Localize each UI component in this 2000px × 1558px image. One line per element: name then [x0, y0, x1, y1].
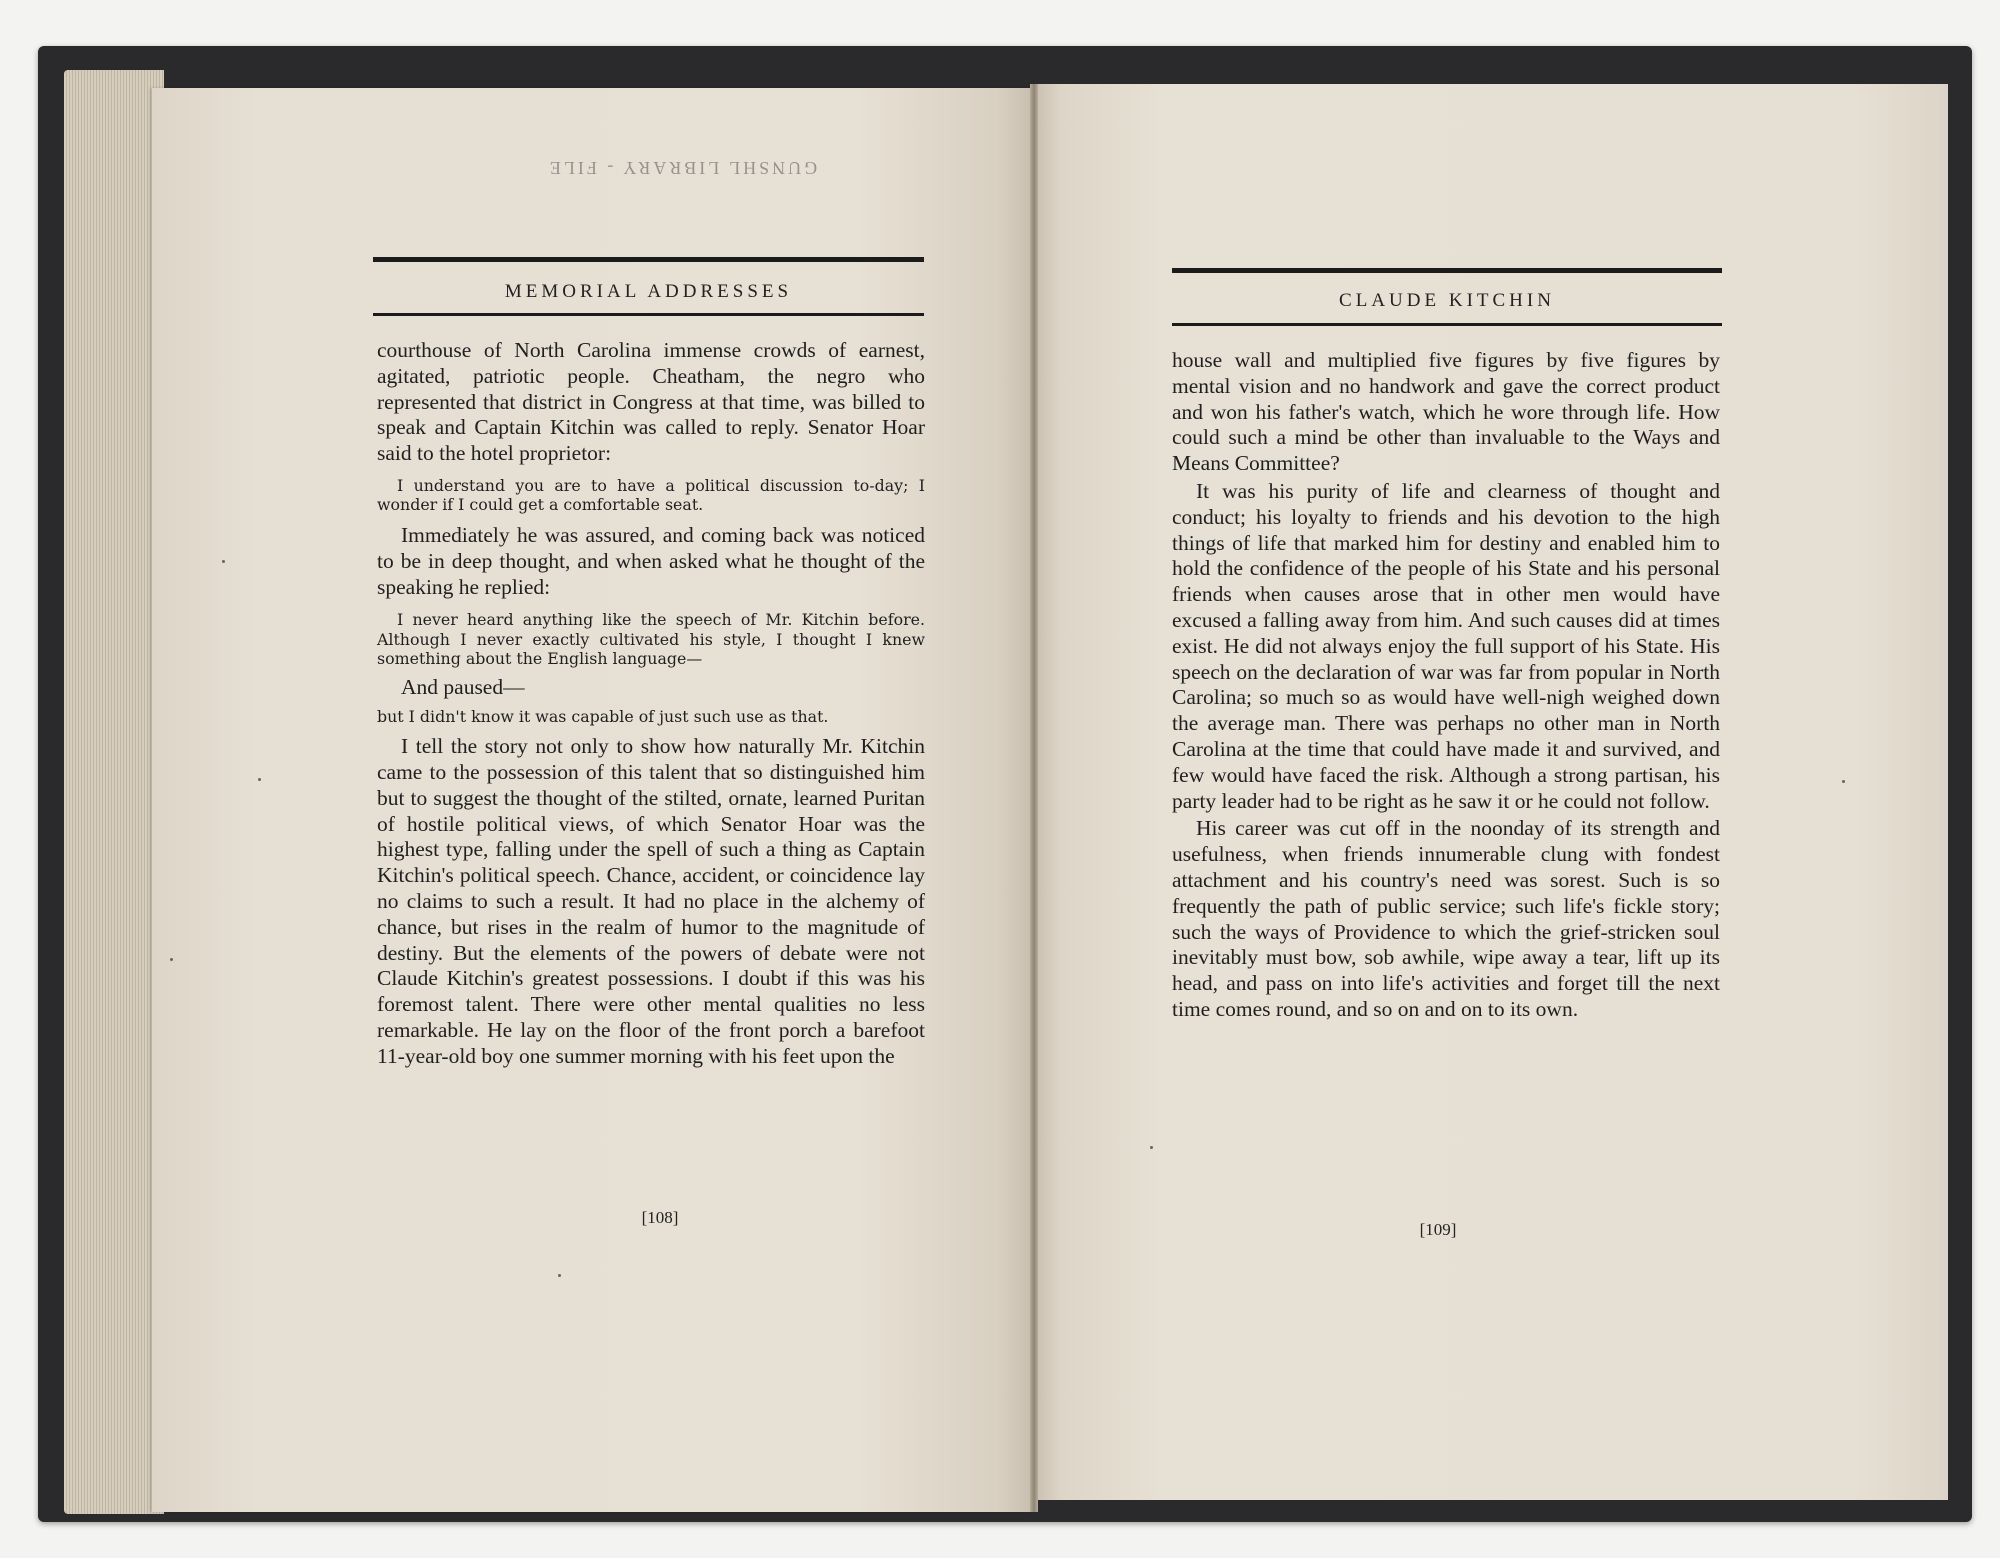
left-folio: [108]: [641, 1208, 679, 1227]
left-quote-1: I understand you are to have a political discussion to-day; I wonder if I could get a comfortable seat.: [377, 475, 925, 515]
left-paragraph-1: courthouse of North Carolina immense crowds of earnest, agitated, patriotic people. Cheatham, the negro who represented that district in Congress at that time, was billed to speak and Captain Kitchin was called to reply. Senator Hoar said to the hotel proprietor:: [377, 338, 925, 466]
left-paragraph-2: Immediately he was assured, and coming back was noticed to be in deep thought, and when asked what he thought of the speaking he replied:: [377, 522, 925, 599]
right-running-head: CLAUDE KITCHIN: [1339, 290, 1555, 311]
left-running-head: MEMORIAL ADDRESSES: [504, 281, 793, 302]
book-gutter: [1030, 84, 1038, 1512]
left-head-rule-top: [373, 257, 924, 262]
paper-speck: [1842, 780, 1845, 783]
right-folio: [109]: [1419, 1220, 1457, 1239]
left-paragraph-4: [377, 734, 925, 1069]
paper-speck: [1150, 1146, 1153, 1149]
paper-speck: [222, 560, 225, 563]
paper-speck: [558, 1274, 561, 1277]
left-paragraph-3: And paused—: [401, 674, 525, 699]
page-edges: [64, 70, 164, 1514]
right-paragraph-2: It was his purity of life and clearness of thought and conduct; his loyalty to friends and his devotion to the high things of life that marked him for destiny and enabled him to hold the confidence of the people of his State and his personal friends when causes arose that in other men would have excused a falling away from him. And such causes did at times exist. He did not always enjoy the full support of his State. His speech on the declaration of war was far from popular in North Carolina; so much so as would have well-nigh weighed down the average man. There was perhaps no other man in North Carolina at the time that could have made it and survived, and few would have faced the risk. Although a strong partisan, his party leader had to be right as he saw it or he could not follow.: [1172, 478, 1720, 813]
right-head-rule-top: [1172, 268, 1722, 273]
right-paragraph-1: house wall and multiplied five figures by five figures by mental vision and no handwork and gave the correct product and won his father's watch, which he wore through life. How could such a mind be other than invaluable to the Ways and Means Committee?: [1172, 348, 1720, 476]
left-quote-3: but I didn't know it was capable of just such use as that.: [377, 706, 829, 726]
right-paragraph-3: His career was cut off in the noonday of its strength and usefulness, when friends innumerable clung with fondest attachment and his country's need was sorest. Such is so frequently the path of public service; such life's fickle story; such the ways of Providence to which the grief-stricken soul inevitably must bow, sob awhile, wipe away a tear, lift up its head, and pass on into life's activities and forget till the next time comes round, and so on and on to its own.: [1172, 816, 1720, 1021]
right-text-block: [1172, 348, 1720, 1023]
left-paragraph-4-text: I tell the story not only to show how naturally Mr. Kitchin came to the possession of this talent that so distinguished him but to suggest the thought of the stilted, ornate, learned Puritan of hostile political views, of which Senator Hoar was the highest type, falling under the spell of such a thing as Captain Kitchin's political speech. Chance, accident, or coincidence lay no claims to such a result. It had no place in the alchemy of chance, but rises in the realm of humor to the magnitude of destiny. But the elements of the powers of debate were not Claude Kitchin's greatest possessions. I doubt if this was his foremost talent. There were other mental qualities no less remarkable. He lay on the floor of the front porch a barefoot 11-year-old boy one summer morning with his feet upon the: [377, 734, 925, 1068]
spine-imprint: GUNSHL LIBRARY - FILE: [546, 158, 818, 178]
paper-speck: [170, 958, 173, 961]
right-head-rule-bottom: [1172, 323, 1722, 326]
paper-speck: [258, 778, 261, 781]
left-text-block: [377, 338, 925, 1070]
left-head-rule-bottom: [373, 313, 924, 316]
left-quote-2: I never heard anything like the speech of Mr. Kitchin before. Although I never exactly cultivated his style, I thought I knew something about the English language—: [377, 610, 925, 669]
